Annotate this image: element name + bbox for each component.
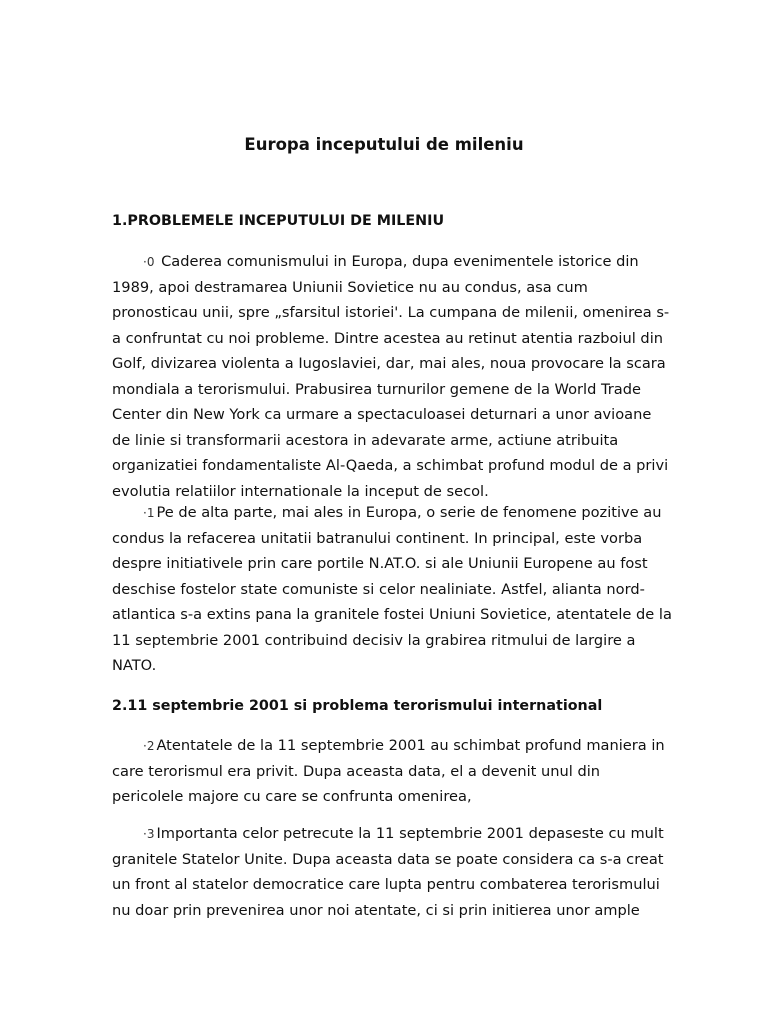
section-heading-1: 1.PROBLEMELE INCEPUTULUI DE MILENIU bbox=[112, 213, 445, 229]
paragraph-line: NATO. bbox=[112, 657, 157, 674]
list-marker: ·2 bbox=[143, 739, 155, 753]
paragraph-line: deschise fostelor state comuniste si celor nealiniate. Astfel, alianta nord- bbox=[112, 580, 645, 598]
paragraph-line bbox=[112, 733, 665, 759]
paragraph-line: organizatiei fondamentaliste Al-Qaeda, a schimbat profund modul de a privi bbox=[112, 457, 669, 474]
paragraph-line: atlantica s-a extins pana la granitele fostei Uniuni Sovietice, atentatele de la bbox=[112, 606, 672, 623]
list-marker: ·3 bbox=[143, 827, 155, 841]
paragraph-line: pericolele majore cu care se confrunta omenirea, bbox=[112, 788, 472, 805]
paragraph-line: mondiala a terorismului. Prabusirea turnurilor gemene de la World Trade bbox=[112, 380, 641, 398]
paragraph-1 bbox=[112, 500, 672, 679]
paragraph-line: un front al statelor democratice care lupta pentru combaterea terorismului bbox=[112, 876, 660, 893]
paragraph-text: Importanta celor petrecute la 11 septembrie 2001 depaseste cu mult bbox=[156, 825, 664, 842]
paragraph-line: condus la refacerea unitatii batranului continent. In principal, este vorba bbox=[112, 529, 643, 547]
paragraph-line: 1989, apoi destramarea Uniunii Sovietice nu au condus, asa cum bbox=[112, 278, 588, 296]
paragraph-line: de linie si transformarii acestora in adevarate arme, actiune atribuita bbox=[112, 431, 619, 449]
section-heading-2: 2.11 septembrie 2001 si problema terorismului international bbox=[112, 698, 603, 714]
document-title: Europa inceputului de mileniu bbox=[244, 135, 524, 154]
paragraph-3 bbox=[112, 821, 664, 923]
list-marker: ·0 bbox=[143, 255, 155, 269]
paragraph-line: granitele Statelor Unite. Dupa aceasta data se poate considera ca s-a creat bbox=[112, 850, 664, 868]
paragraph-line bbox=[112, 249, 660, 275]
paragraph-line: despre initiativele prin care portile N.AT.O. si ale Uniunii Europene au fost bbox=[112, 555, 648, 572]
paragraph-text: Caderea comunismului in Europa, dupa evenimentele istorice din bbox=[161, 253, 639, 270]
paragraph-0 bbox=[112, 249, 670, 504]
paragraph-line bbox=[112, 821, 664, 847]
paragraph-text: Atentatele de la 11 septembrie 2001 au schimbat profund maniera in bbox=[156, 737, 665, 754]
paragraph-text: Pe de alta parte, mai ales in Europa, o serie de fenomene pozitive au bbox=[156, 504, 662, 521]
paragraph-2 bbox=[112, 733, 665, 810]
paragraph-line bbox=[112, 500, 660, 526]
paragraph-line: 11 septembrie 2001 contribuind decisiv la grabirea ritmului de largire a bbox=[112, 631, 636, 649]
paragraph-line: pronosticau unii, spre „sfarsitul istoriei'. La cumpana de milenii, omenirea s- bbox=[112, 304, 670, 321]
paragraph-line: care terorismul era privit. Dupa aceasta data, el a devenit unul din bbox=[112, 762, 601, 780]
list-marker: ·1 bbox=[143, 506, 155, 520]
paragraph-line: a confruntat cu noi probleme. Dintre acestea au retinut atentia razboiul din bbox=[112, 329, 663, 347]
paragraph-line: Center din New York ca urmare a spectaculoasei deturnari a unor avioane bbox=[112, 406, 652, 423]
paragraph-line: evolutia relatiilor internationale la inceput de secol. bbox=[112, 482, 489, 500]
paragraph-line: nu doar prin prevenirea unor noi atentate, ci si prin initierea unor ample bbox=[112, 901, 640, 919]
paragraph-line: Golf, divizarea violenta a Iugoslaviei, dar, mai ales, noua provocare la scara bbox=[112, 355, 666, 372]
